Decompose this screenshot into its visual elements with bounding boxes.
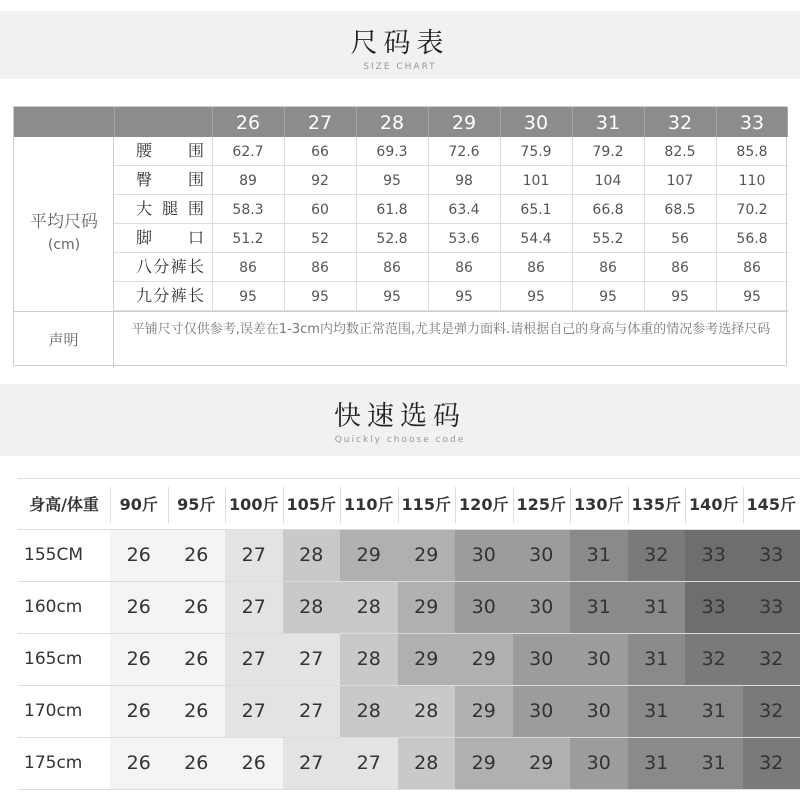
measurement-value: 86 (239, 260, 257, 276)
measurement-value: 86 (527, 260, 545, 276)
size-header-cell: 31 (595, 112, 621, 134)
recommended-size-cell: 30 (513, 634, 571, 685)
measurement-value: 56 (671, 231, 689, 247)
recommended-size-cell: 29 (513, 738, 571, 789)
recommended-size-cell: 30 (570, 738, 628, 789)
recommended-size-cell: 31 (628, 634, 686, 685)
header-divider (500, 107, 501, 137)
recommended-size-cell: 30 (455, 530, 513, 581)
measurement-value: 66 (311, 144, 329, 160)
recommended-size-cell: 26 (110, 582, 168, 633)
height-label: 155CM (24, 545, 83, 565)
size-header-cell: 32 (667, 112, 693, 134)
recommended-size-cell: 28 (398, 738, 456, 789)
recommended-size-cell: 26 (110, 686, 168, 737)
recommended-size-cell: 31 (570, 530, 628, 581)
measurement-value: 104 (594, 173, 622, 189)
measurement-value: 95 (455, 289, 473, 305)
recommended-size-cell: 31 (685, 738, 743, 789)
measurement-value: 86 (671, 260, 689, 276)
recommended-size-cell: 29 (455, 738, 513, 789)
cell-divider (284, 253, 285, 281)
header-divider (572, 107, 573, 137)
measurement-value: 98 (455, 173, 473, 189)
header-divider (340, 487, 341, 523)
quick-select-title: 快速选码 (334, 401, 466, 432)
weight-header-cell: 115斤 (401, 495, 451, 514)
height-row (18, 686, 800, 738)
measurement-value: 63.4 (448, 202, 480, 218)
quick-select-header (0, 384, 800, 456)
header-divider (628, 487, 629, 523)
recommended-size-cell: 26 (168, 530, 226, 581)
cell-divider (284, 137, 285, 165)
header-divider (685, 487, 686, 523)
measurement-value: 95 (527, 289, 545, 305)
height-row (18, 738, 800, 790)
measurement-value: 89 (239, 173, 257, 189)
recommended-size-cell: 26 (110, 738, 168, 789)
recommended-size-cell: 33 (743, 582, 800, 633)
measurement-row (114, 166, 788, 195)
cell-divider (716, 195, 717, 223)
size-header-cell: 30 (523, 112, 549, 134)
cell-divider (572, 224, 573, 252)
header-divider (716, 107, 717, 137)
size-header-cell: 28 (379, 112, 405, 134)
cell-divider (716, 137, 717, 165)
measurement-value: 79.2 (592, 144, 624, 160)
quick-select-table (0, 478, 800, 790)
measurement-row (114, 253, 788, 282)
weight-header-cell: 95斤 (177, 495, 216, 514)
height-label: 160cm (24, 597, 83, 617)
recommended-size-cell: 33 (685, 530, 743, 581)
header-divider (225, 487, 226, 523)
cell-divider (428, 137, 429, 165)
header-divider (570, 487, 571, 523)
cell-divider (500, 224, 501, 252)
recommended-size-cell: 32 (743, 634, 800, 685)
cell-divider (356, 195, 357, 223)
measurement-value: 58.3 (232, 202, 264, 218)
group-unit: (cm) (47, 237, 81, 253)
weight-header-cell: 105斤 (286, 495, 336, 514)
cell-divider (572, 137, 573, 165)
header-divider (513, 487, 514, 523)
recommended-size-cell: 27 (283, 686, 341, 737)
recommended-size-cell: 28 (398, 686, 456, 737)
cell-divider (284, 224, 285, 252)
measurement-value: 86 (743, 260, 761, 276)
height-label: 170cm (24, 701, 83, 721)
recommended-size-cell: 28 (283, 530, 341, 581)
measurement-value: 75.9 (520, 144, 552, 160)
recommended-size-cell: 31 (628, 686, 686, 737)
measurement-value: 86 (311, 260, 329, 276)
recommended-size-cell: 29 (455, 634, 513, 685)
header-divider (787, 107, 788, 137)
measurement-value: 52 (311, 231, 329, 247)
measurement-label: 臀围 (136, 170, 204, 189)
measurement-row (114, 224, 788, 253)
recommended-size-cell: 31 (570, 582, 628, 633)
recommended-size-cell: 29 (455, 686, 513, 737)
measurement-value: 56.8 (736, 231, 768, 247)
height-label: 165cm (24, 649, 83, 669)
measurement-value: 95 (383, 173, 401, 189)
measurement-value: 95 (599, 289, 617, 305)
recommended-size-cell: 26 (110, 530, 168, 581)
weight-header-cell: 130斤 (574, 495, 624, 514)
recommended-size-cell: 29 (398, 582, 456, 633)
measurement-value: 82.5 (664, 144, 696, 160)
measurement-value: 86 (455, 260, 473, 276)
measurement-value: 85.8 (736, 144, 768, 160)
cell-divider (572, 166, 573, 194)
recommended-size-cell: 30 (570, 686, 628, 737)
recommended-size-cell: 30 (513, 530, 571, 581)
measurement-value: 70.2 (736, 202, 768, 218)
measurement-value: 55.2 (592, 231, 624, 247)
recommended-size-cell: 32 (743, 738, 800, 789)
weight-header-cell: 90斤 (119, 495, 158, 514)
header-divider (212, 107, 213, 137)
note-text: 平铺尺寸仅供参考,误差在1-3cm内均数正常范围,尤其是弹力面料.请根据自己的身高与体重的情况参考选择尺码 (131, 322, 771, 337)
cell-divider (572, 253, 573, 281)
header-divider (114, 107, 115, 137)
measurement-label: 大腿围 (136, 199, 204, 218)
cell-divider (644, 224, 645, 252)
measurement-label: 八分裤长 (136, 257, 204, 276)
cell-divider (428, 166, 429, 194)
recommended-size-cell: 28 (340, 582, 398, 633)
height-row (18, 582, 800, 634)
header-divider (168, 487, 169, 523)
measurement-value: 54.4 (520, 231, 552, 247)
size-header-cell: 27 (307, 112, 333, 134)
size-chart-title: 尺码表 (350, 28, 450, 59)
cell-divider (428, 224, 429, 252)
weight-header-cell: 110斤 (344, 495, 394, 514)
measurement-value: 92 (311, 173, 329, 189)
header-divider (356, 107, 357, 137)
recommended-size-cell: 33 (685, 582, 743, 633)
size-chart-subtitle: SIZE CHART (363, 62, 437, 72)
recommended-size-cell: 31 (685, 686, 743, 737)
recommended-size-cell: 27 (225, 686, 283, 737)
recommended-size-cell: 28 (283, 582, 341, 633)
measurement-value: 72.6 (448, 144, 480, 160)
weight-header-cell: 120斤 (459, 495, 509, 514)
recommended-size-cell: 30 (513, 686, 571, 737)
cell-divider (572, 195, 573, 223)
cell-divider (500, 282, 501, 310)
cell-divider (356, 253, 357, 281)
measurement-value: 52.8 (376, 231, 408, 247)
cell-divider (356, 137, 357, 165)
cell-divider (500, 137, 501, 165)
cell-divider (716, 253, 717, 281)
recommended-size-cell: 30 (513, 582, 571, 633)
recommended-size-cell: 26 (168, 634, 226, 685)
corner-label: 身高/体重 (29, 495, 99, 514)
recommended-size-cell: 28 (340, 686, 398, 737)
measurement-value: 107 (666, 173, 694, 189)
size-header-row (14, 107, 788, 137)
measurement-value: 51.2 (232, 231, 264, 247)
recommended-size-cell: 27 (225, 530, 283, 581)
cell-divider (428, 282, 429, 310)
recommended-size-cell: 29 (398, 530, 456, 581)
recommended-size-cell: 31 (628, 738, 686, 789)
measurement-value: 65.1 (520, 202, 552, 218)
group-label: 平均尺码 (30, 212, 98, 232)
note-label: 声明 (14, 312, 114, 368)
header-divider (284, 107, 285, 137)
recommended-size-cell: 27 (225, 634, 283, 685)
recommended-size-cell: 30 (570, 634, 628, 685)
recommended-size-cell: 27 (340, 738, 398, 789)
size-header-cell: 33 (739, 112, 765, 134)
measurement-value: 68.5 (664, 202, 696, 218)
weight-header-cell: 145斤 (746, 495, 796, 514)
recommended-size-cell: 29 (340, 530, 398, 581)
size-header-cell: 29 (451, 112, 477, 134)
measurement-value: 95 (311, 289, 329, 305)
measurement-row (114, 137, 788, 166)
measurement-value: 101 (522, 173, 550, 189)
recommended-size-cell: 32 (628, 530, 686, 581)
height-row (18, 530, 800, 582)
size-chart-table (13, 106, 787, 366)
recommended-size-cell: 32 (743, 686, 800, 737)
cell-divider (716, 224, 717, 252)
cell-divider (500, 253, 501, 281)
cell-divider (716, 282, 717, 310)
group-label-cell (14, 137, 114, 311)
recommended-size-cell: 32 (685, 634, 743, 685)
measurement-row (114, 195, 788, 224)
cell-divider (716, 166, 717, 194)
weight-header-cell: 135斤 (631, 495, 681, 514)
recommended-size-cell: 31 (628, 582, 686, 633)
measurement-value: 61.8 (376, 202, 408, 218)
recommended-size-cell: 29 (398, 634, 456, 685)
recommended-size-cell: 30 (455, 582, 513, 633)
header-divider (398, 487, 399, 523)
cell-divider (356, 282, 357, 310)
recommended-size-cell: 26 (168, 738, 226, 789)
note-row (14, 311, 788, 367)
measurement-value: 95 (383, 289, 401, 305)
height-row (18, 634, 800, 686)
cell-divider (644, 282, 645, 310)
measurement-value: 95 (239, 289, 257, 305)
measurement-value: 62.7 (232, 144, 264, 160)
recommended-size-cell: 33 (743, 530, 800, 581)
recommended-size-cell: 27 (225, 582, 283, 633)
measurement-value: 69.3 (376, 144, 408, 160)
recommended-size-cell: 28 (340, 634, 398, 685)
measurement-value: 95 (743, 289, 761, 305)
cell-divider (284, 282, 285, 310)
cell-divider (284, 195, 285, 223)
cell-divider (644, 195, 645, 223)
measurement-value: 86 (383, 260, 401, 276)
measurement-label: 脚口 (136, 228, 204, 247)
cell-divider (428, 195, 429, 223)
header-divider (644, 107, 645, 137)
cell-divider (356, 224, 357, 252)
quick-select-subtitle: Quickly choose code (334, 435, 466, 445)
weight-header-cell: 140斤 (689, 495, 739, 514)
measurement-label: 九分裤长 (136, 286, 204, 305)
recommended-size-cell: 26 (110, 634, 168, 685)
header-divider (283, 487, 284, 523)
measurement-value: 86 (599, 260, 617, 276)
measurement-value: 66.8 (592, 202, 624, 218)
measurement-label: 腰围 (136, 141, 204, 160)
weight-header-cell: 125斤 (516, 495, 566, 514)
weight-header-row (18, 478, 800, 530)
cell-divider (356, 166, 357, 194)
measurement-value: 60 (311, 202, 329, 218)
header-divider (428, 107, 429, 137)
header-divider (110, 487, 111, 523)
weight-header-cell: 100斤 (229, 495, 279, 514)
cell-divider (500, 195, 501, 223)
measurement-value: 95 (671, 289, 689, 305)
cell-divider (572, 282, 573, 310)
measurement-row (114, 282, 788, 311)
measurement-value: 53.6 (448, 231, 480, 247)
recommended-size-cell: 27 (283, 738, 341, 789)
measurement-value: 110 (738, 173, 766, 189)
height-label: 175cm (24, 753, 83, 773)
recommended-size-cell: 26 (168, 686, 226, 737)
cell-divider (644, 137, 645, 165)
cell-divider (644, 253, 645, 281)
size-chart-header (0, 11, 800, 79)
cell-divider (500, 166, 501, 194)
cell-divider (284, 166, 285, 194)
recommended-size-cell: 26 (168, 582, 226, 633)
recommended-size-cell: 26 (225, 738, 283, 789)
header-divider (455, 487, 456, 523)
cell-divider (428, 253, 429, 281)
cell-divider (644, 166, 645, 194)
header-divider (743, 487, 744, 523)
size-header-cell: 26 (235, 112, 261, 134)
recommended-size-cell: 27 (283, 634, 341, 685)
